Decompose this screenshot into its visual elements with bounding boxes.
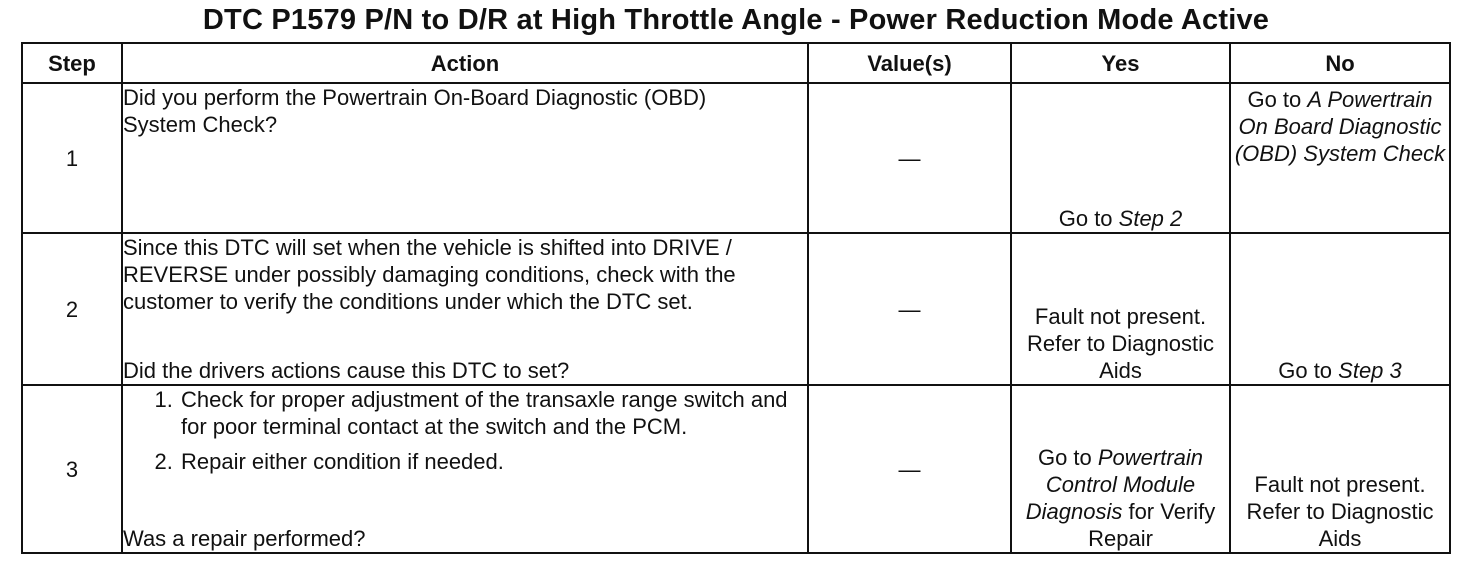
value-text: — xyxy=(898,145,921,171)
header-row xyxy=(22,43,1450,83)
yes-link[interactable]: Step 2 xyxy=(1118,206,1183,231)
table-row xyxy=(22,83,1450,233)
action-question: Did the drivers actions cause this DTC to set? xyxy=(123,358,570,383)
yes-cell xyxy=(1011,233,1230,385)
action-step-item: 2. Repair either condition if needed. xyxy=(179,448,807,475)
no-prefix: Go to xyxy=(1247,87,1308,112)
no-link[interactable]: Step 3 xyxy=(1338,358,1402,383)
value-cell xyxy=(808,233,1011,385)
diagnostic-table xyxy=(21,42,1451,554)
yes-cell xyxy=(1011,83,1230,233)
yes-suffix: for Verify Repair xyxy=(1088,499,1216,551)
action-step-item: 1. Check for proper adjustment of the transaxle range switch and for poor terminal contact at the switch and the PCM. xyxy=(179,386,807,440)
header-action: Action xyxy=(122,43,808,83)
action-cell xyxy=(122,83,808,233)
value-text: — xyxy=(898,296,921,322)
yes-text: Fault not present. Refer to Diagnostic Aids xyxy=(1026,304,1215,383)
no-cell xyxy=(1230,233,1450,385)
action-text: Did you perform the Powertrain On-Board Diagnostic (OBD) System Check? xyxy=(123,85,707,137)
step-number: 2 xyxy=(22,233,122,385)
header-values: Value(s) xyxy=(808,43,1011,83)
table-row xyxy=(22,233,1450,385)
no-prefix: Go to xyxy=(1278,358,1339,383)
no-cell xyxy=(1230,83,1450,233)
action-cell xyxy=(122,233,808,385)
action-cell xyxy=(122,385,808,553)
no-link[interactable]: A Powertrain On Board Diagnostic (OBD) System Check xyxy=(1234,87,1446,166)
step-number: 1 xyxy=(22,83,122,233)
value-text: — xyxy=(898,456,921,482)
value-cell xyxy=(808,83,1011,233)
action-steps-list xyxy=(123,386,807,475)
table-row xyxy=(22,385,1450,553)
header-yes: Yes xyxy=(1011,43,1230,83)
header-step: Step xyxy=(22,43,122,83)
page-title: DTC P1579 P/N to D/R at High Throttle Angle - Power Reduction Mode Active xyxy=(202,4,1270,36)
value-cell xyxy=(808,385,1011,553)
no-text: Fault not present. Refer to Diagnostic Aids xyxy=(1246,472,1434,551)
yes-prefix: Go to xyxy=(1058,206,1119,231)
action-question: Was a repair performed? xyxy=(123,526,366,551)
no-cell xyxy=(1230,385,1450,553)
header-no: No xyxy=(1230,43,1450,83)
yes-cell xyxy=(1011,385,1230,553)
step-number: 3 xyxy=(22,385,122,553)
action-text: Since this DTC will set when the vehicle is shifted into DRIVE / REVERSE under possibly damaging conditions, check with the customer to verify the conditions under which the DTC set. xyxy=(123,235,736,314)
yes-link[interactable]: Powertrain Control Module Diagnosis xyxy=(1025,445,1204,524)
yes-prefix: Go to xyxy=(1037,445,1098,470)
